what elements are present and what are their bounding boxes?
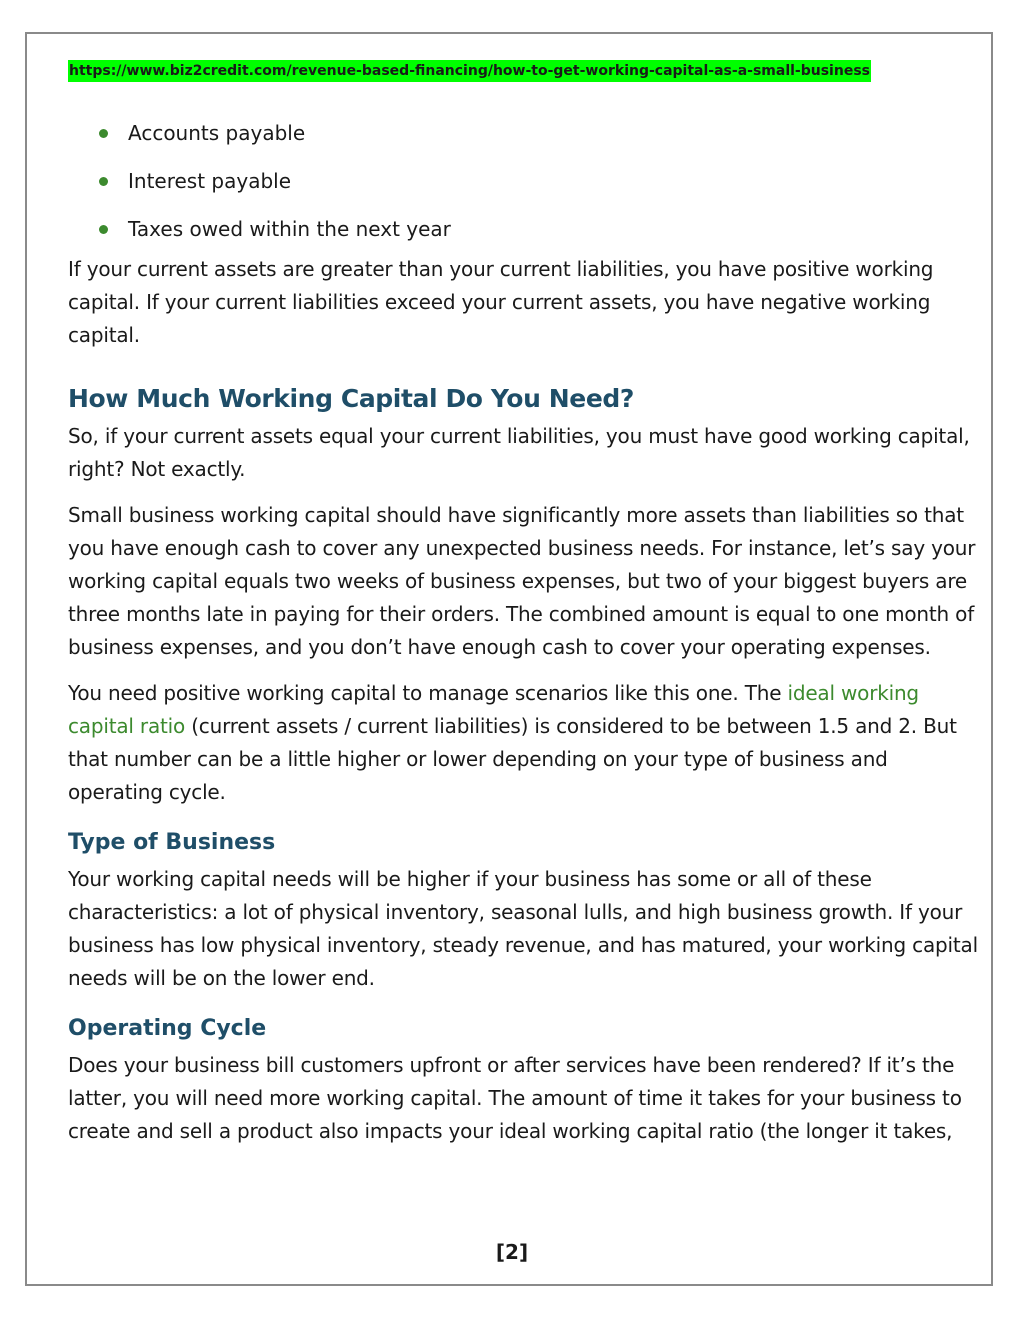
paragraph-type-of-business: Your working capital needs will be higher if your business has some or all of these characteristics: a lot of physical inventory, seasonal lulls, and high business growth. If your business has low physical inventory, steady revenue, and has matured, your working capital needs will be on the lower end. [68, 867, 978, 990]
bullet-dot-icon [99, 129, 108, 138]
heading-how-much-working-capital: How Much Working Capital Do You Need? [68, 384, 634, 413]
list-item-text: Interest payable [128, 169, 292, 193]
bullet-dot-icon [99, 177, 108, 186]
list-item [68, 216, 980, 242]
ratio-text-after: (current assets / current liabilities) is considered to be between 1.5 and 2. But that number can be a little higher or lower depending on your type of business and operating cycle. [68, 714, 957, 804]
bullet-dot-icon [99, 225, 108, 234]
list-item-text: Accounts payable [128, 121, 306, 145]
page-number: [2] [495, 1240, 529, 1264]
liabilities-list [68, 120, 980, 242]
heading-type-of-business: Type of Business [68, 830, 276, 855]
document-content [68, 60, 980, 1161]
ratio-text-before: You need positive working capital to manage scenarios like this one. The [68, 681, 788, 705]
list-item [68, 168, 980, 194]
ideal-working-capital-ratio-link[interactable]: ideal working capital ratio [68, 681, 919, 738]
paragraph-operating-cycle: Does your business bill customers upfront or after services have been rendered? If it’s the latter, you will need more working capital. The amount of time it takes for your business to create and sell a product also impacts your ideal working capital ratio (the longer it takes, [68, 1053, 962, 1143]
paragraph-ideal-ratio [68, 677, 980, 809]
list-item [68, 120, 980, 146]
paragraph-working-capital-definition: If your current assets are greater than your current liabilities, you have positive working capital. If your current liabilities exceed your current assets, you have negative working capital. [68, 257, 934, 347]
paragraph-small-business-example: Small business working capital should have significantly more assets than liabilities so that you have enough cash to cover any unexpected business needs. For instance, let’s say your working capital equals two weeks of business expenses, but two of your biggest buyers are three months late in paying for their orders. The combined amount is equal to one month of business expenses, and you don’t have enough cash to cover your operating expenses. [68, 503, 976, 659]
list-item-text: Taxes owed within the next year [128, 217, 451, 241]
heading-operating-cycle: Operating Cycle [68, 1016, 267, 1041]
paragraph-intro-question: So, if your current assets equal your current liabilities, you must have good working capital, right? Not exactly. [68, 424, 970, 481]
source-url[interactable]: https://www.biz2credit.com/revenue-based-financing/how-to-get-working-capital-as-a-small-business [68, 60, 871, 82]
